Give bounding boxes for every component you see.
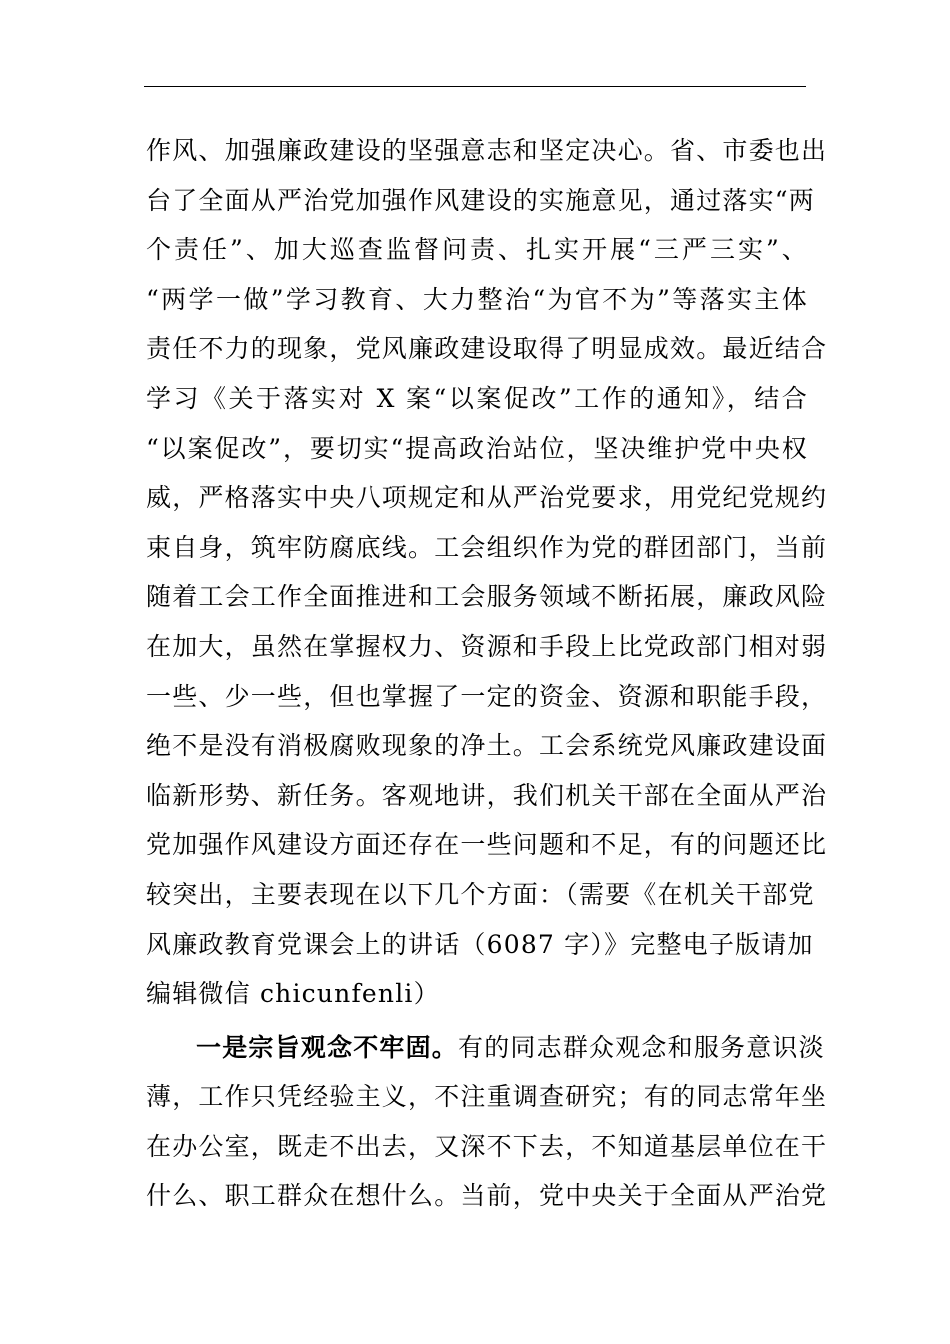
text-line: 个责任”、加大巡查监督问责、扎实开展“三严三实”、 [146,235,808,265]
text-line: 在办公室，既走不出去，又深不下去，不知道基层单位在干 [146,1131,828,1161]
header-rule [144,86,806,87]
text-line: 学习《关于落实对 X 案“以案促改”工作的通知》，结合 [146,383,808,413]
text-line: 责任不力的现象，党风廉政建设取得了明显成效。最近结合 [146,334,828,364]
text-line: 什么、职工群众在想什么。当前，党中央关于全面从严治党 [146,1181,828,1211]
text-line: 风廉政教育党课会上的讲话（6087 字）》完整电子版请加 [146,929,814,959]
paragraph-text: 有的同志群众观念和服务意识淡 [458,1032,825,1062]
text-line: 在加大，虽然在掌握权力、资源和手段上比党政部门相对弱 [146,631,828,661]
text-line: 绝不是没有消极腐败现象的净土。工会系统党风廉政建设面 [146,731,828,761]
paragraph-1 [146,126,828,1019]
text-line: 一些、少一些，但也掌握了一定的资金、资源和职能手段， [146,681,828,711]
text-line: 作风、加强廉政建设的坚强意志和坚定决心。省、市委也出 [146,136,828,165]
text-line: 党加强作风建设方面还存在一些问题和不足，有的问题还比 [146,830,828,860]
text-line: 较突出，主要表现在以下几个方面：（需要《在机关干部党 [146,879,815,909]
text-line: 临新形势、新任务。客观地讲，我们机关干部在全面从严治 [146,780,828,810]
text-line: “以案促改”，要切实“提高政治站位，坚决维护党中央权 [146,433,808,463]
text-line: 随着工会工作全面推进和工会服务领域不断拓展，廉政风险 [146,582,828,612]
text-line: 台了全面从严治党加强作风建设的实施意见，通过落实“两 [146,185,815,215]
paragraph-first-line [146,1023,825,1073]
text-line: 威，严格落实中央八项规定和从严治党要求，用党纪党规约 [146,483,828,513]
text-line: 薄，工作只凭经验主义，不注重调查研究；有的同志常年坐 [146,1082,828,1112]
text-line: 编辑微信 chicunfenli） [146,979,440,1009]
text-line: 束自身，筑牢防腐底线。工会组织作为党的群团部门，当前 [146,532,828,562]
paragraph-heading: 一是宗旨观念不牢固。 [196,1032,459,1062]
text-line: “两学一做”学习教育、大力整治“为官不为”等落实主体 [146,284,808,314]
paragraph-2 [146,1023,828,1221]
body-text [146,126,828,1221]
